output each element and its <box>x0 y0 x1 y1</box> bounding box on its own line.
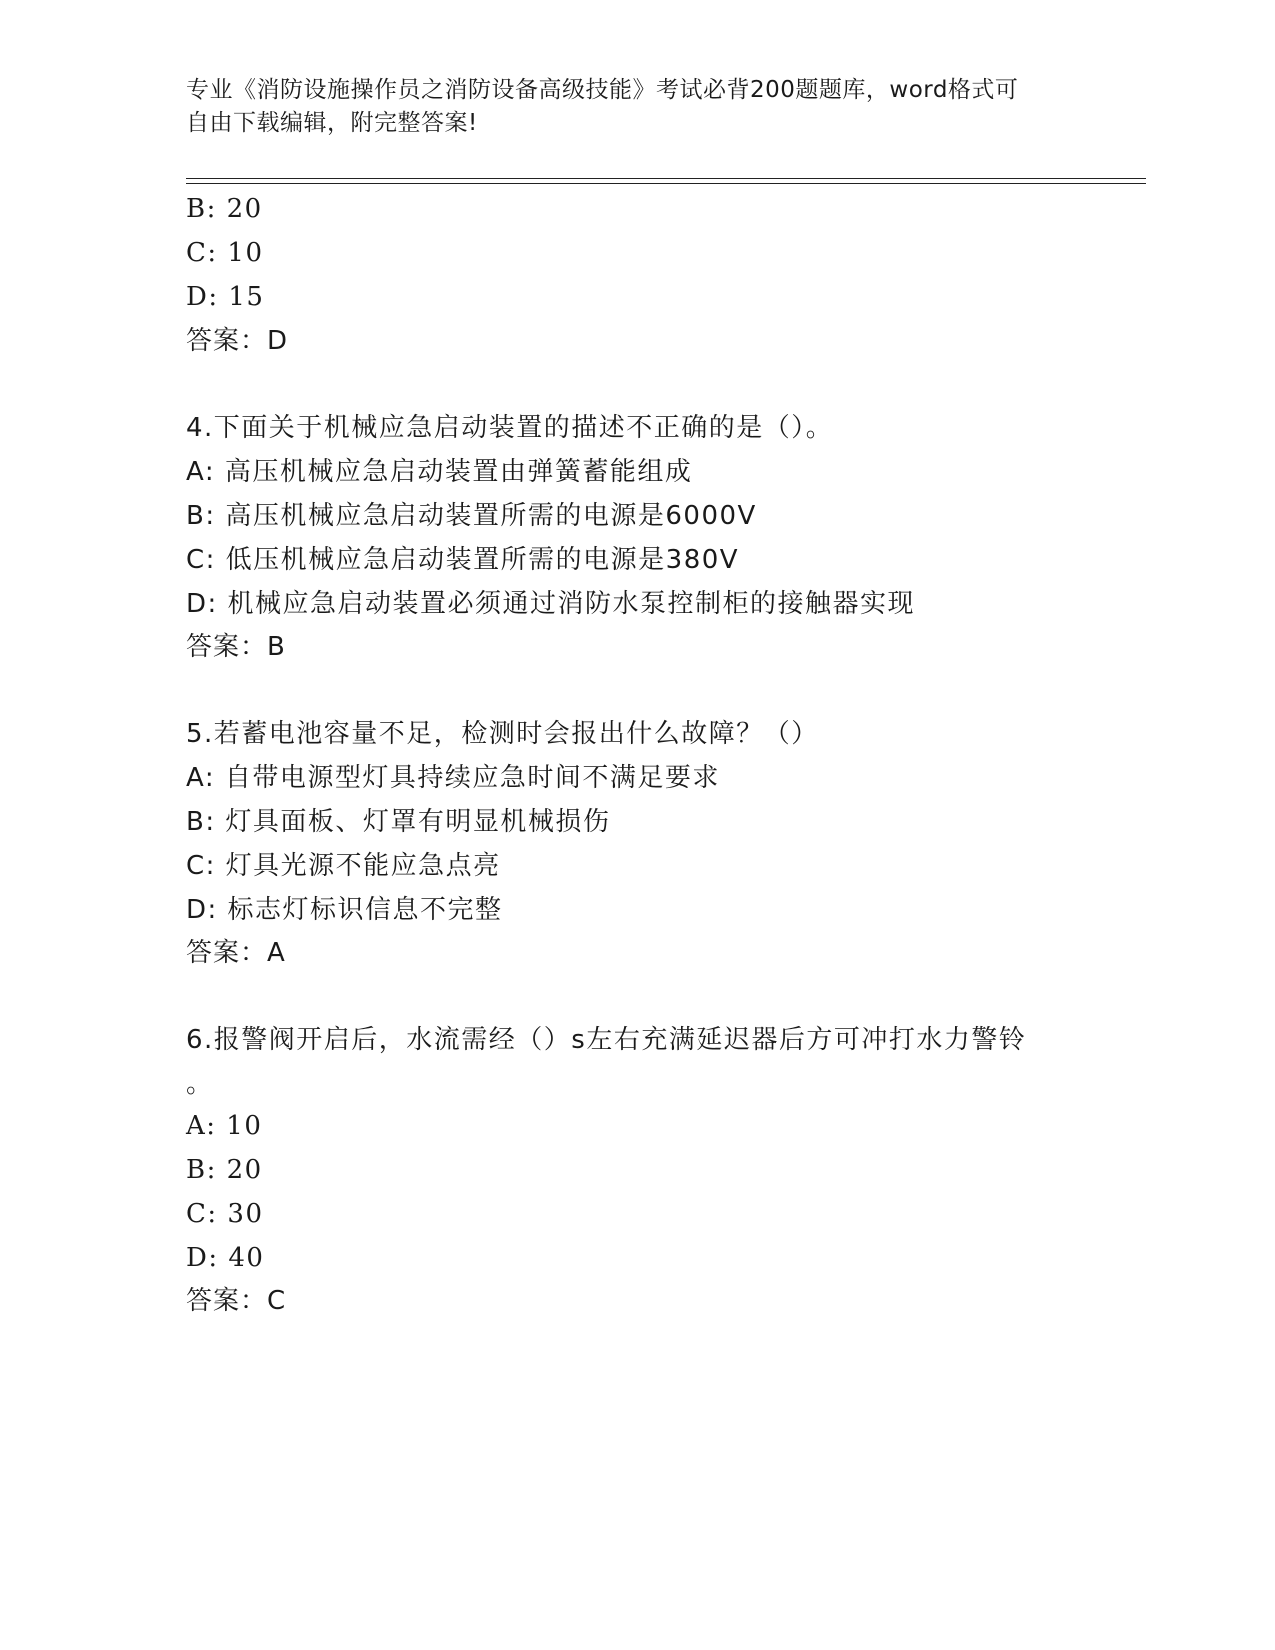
question-4-option-c: C: 低压机械应急启动装置所需的电源是380V <box>186 545 740 575</box>
page-header <box>186 74 1066 140</box>
prev-answer: 答案：D <box>186 326 289 356</box>
question-6-answer: 答案：C <box>186 1286 287 1316</box>
header-line-1: 专业《消防设施操作员之消防设备高级技能》考试必背200题题库，word格式可 <box>186 77 1019 103</box>
question-6-stem-cont: 。 <box>186 1069 214 1099</box>
header-rule-bottom <box>186 183 1146 184</box>
question-5-option-c: C: 灯具光源不能应急点亮 <box>186 851 501 881</box>
question-4-answer: 答案：B <box>186 632 286 662</box>
prev-option-c: C: 10 <box>186 238 264 268</box>
question-6-option-d: D: 40 <box>186 1243 265 1273</box>
prev-option-d: D: 15 <box>186 282 265 312</box>
question-5-option-d: D: 标志灯标识信息不完整 <box>186 895 503 925</box>
question-6-stem: 6.报警阀开启后，水流需经（）s左右充满延迟器后方可冲打水力警铃 <box>186 1025 1027 1055</box>
header-line-2: 自由下载编辑，附完整答案! <box>186 110 478 136</box>
question-5-answer: 答案：A <box>186 938 286 968</box>
question-6-option-a: A: 10 <box>186 1111 263 1141</box>
question-4-option-b: B: 高压机械应急启动装置所需的电源是6000V <box>186 501 757 531</box>
header-rule-top <box>186 178 1146 179</box>
question-4-option-d: D: 机械应急启动装置必须通过消防水泵控制柜的接触器实现 <box>186 589 916 619</box>
question-6-option-c: C: 30 <box>186 1199 264 1229</box>
question-5-option-a: A: 自带电源型灯具持续应急时间不满足要求 <box>186 763 720 793</box>
question-4-stem: 4.下面关于机械应急启动装置的描述不正确的是（）。 <box>186 413 834 443</box>
question-5-stem: 5.若蓄电池容量不足，检测时会报出什么故障？（） <box>186 719 819 749</box>
prev-option-b: B: 20 <box>186 194 263 224</box>
question-6-option-b: B: 20 <box>186 1155 263 1185</box>
question-4-option-a: A: 高压机械应急启动装置由弹簧蓄能组成 <box>186 457 693 487</box>
question-5-option-b: B: 灯具面板、灯罩有明显机械损伤 <box>186 807 611 837</box>
